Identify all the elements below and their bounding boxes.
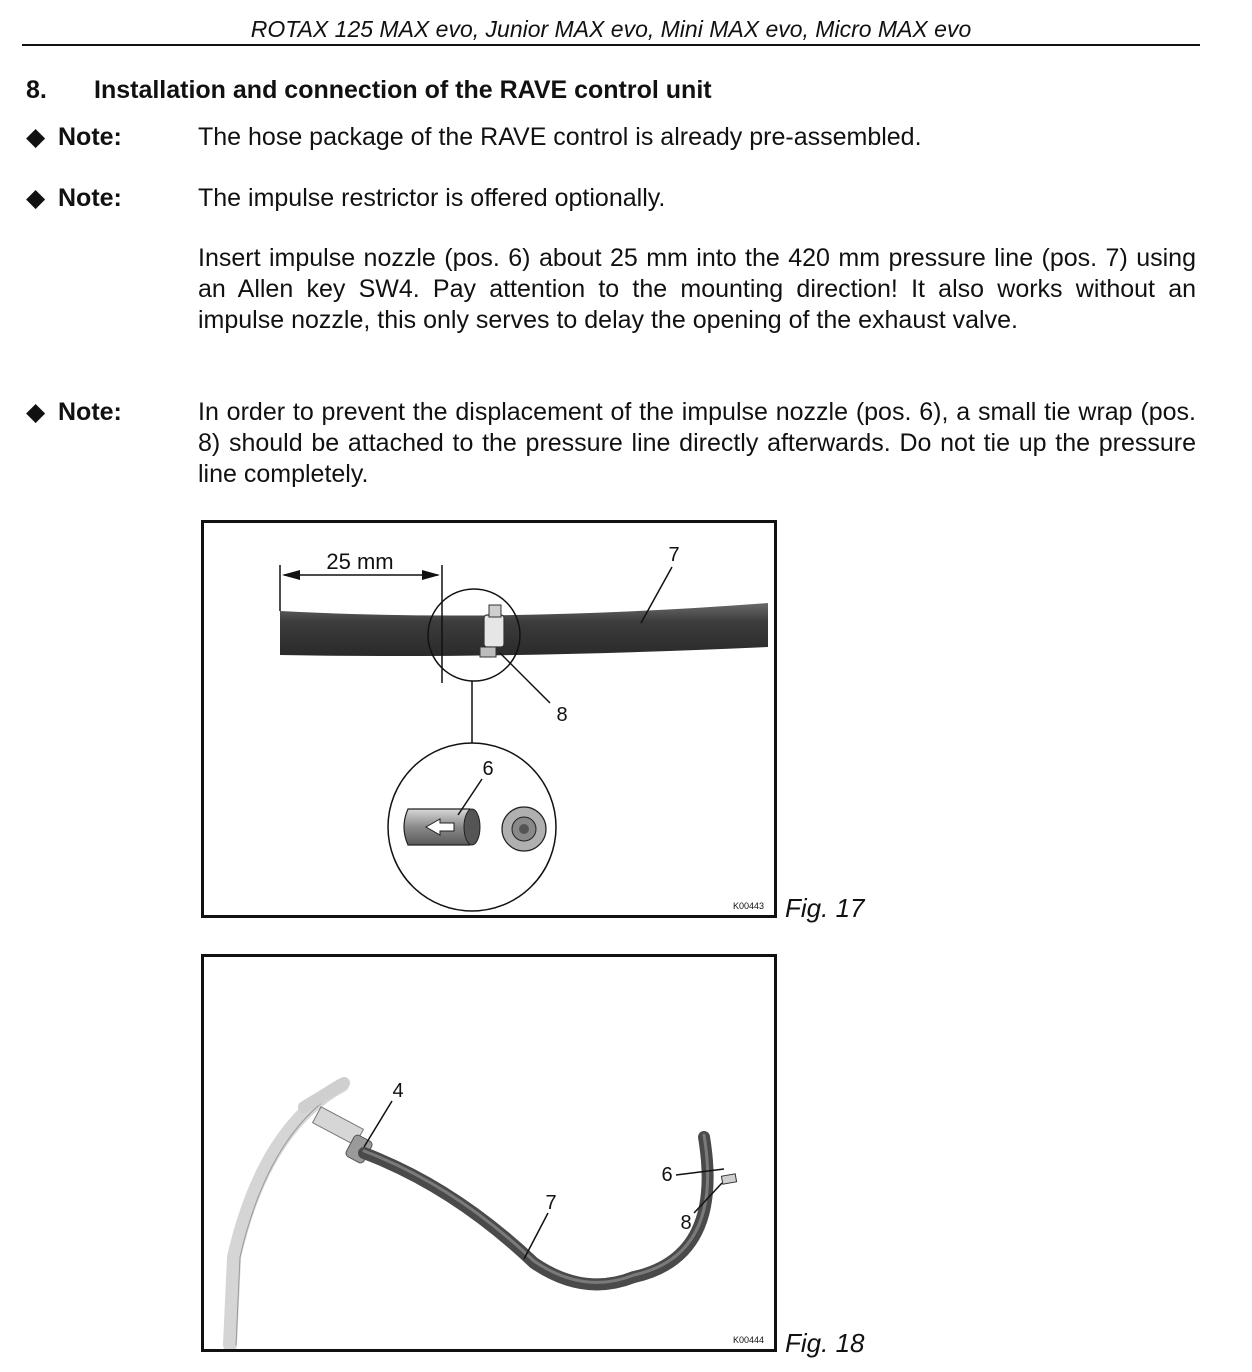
- callout-8: 8: [680, 1212, 692, 1234]
- note-label-text: Note:: [58, 184, 122, 212]
- fig18-illustration: [204, 957, 774, 1349]
- note-label-1: [26, 122, 122, 152]
- figure-code: K00444: [732, 1335, 764, 1345]
- callout-7: 7: [545, 1192, 557, 1214]
- figure-18-caption: Fig. 18: [785, 1328, 865, 1358]
- note-text-3: In order to prevent the displacement of the impulse nozzle (pos. 6), a small tie wrap (pos. 8) should be attached to the pressure line directly afterwards. Do not tie up the pressure line completely.: [198, 398, 1196, 488]
- callout-6: 6: [661, 1164, 673, 1186]
- note-text-2: The impulse restrictor is offered optionally.: [198, 184, 666, 212]
- header-title: ROTAX 125 MAX evo, Junior MAX evo, Mini MAX evo, Micro MAX evo: [250, 16, 972, 42]
- callout-4: 4: [392, 1080, 404, 1102]
- note-label-2: [26, 183, 122, 213]
- insert-paragraph: Insert impulse nozzle (pos. 6) about 25 mm into the 420 mm pressure line (pos. 7) using an Allen key SW4. Pay attention to the mounting direction! It also works without an impulse nozzle, this only serves to delay the opening of the exhaust valve.: [198, 244, 1196, 334]
- figure-17-caption: Fig. 17: [785, 893, 865, 923]
- note-label-text: Note:: [58, 398, 122, 426]
- note-text-1: The hose package of the RAVE control is already pre-assembled.: [198, 123, 922, 151]
- figure-17: [201, 520, 777, 918]
- figure-code: K00443: [732, 901, 764, 911]
- dimension-label: 25 mm: [326, 549, 394, 574]
- diamond-icon: ◆: [26, 123, 46, 151]
- figure-18: [201, 954, 777, 1352]
- page-header: [22, 14, 1200, 46]
- callout-7: 7: [668, 544, 680, 566]
- note-label-3: [26, 397, 122, 427]
- callout-8: 8: [556, 704, 568, 726]
- section-heading: [26, 76, 712, 105]
- note-label-text: Note:: [58, 123, 122, 151]
- diamond-icon: ◆: [26, 398, 46, 426]
- callout-6: 6: [482, 758, 494, 780]
- section-title: Installation and connection of the RAVE control unit: [94, 76, 712, 104]
- diamond-icon: ◆: [26, 184, 46, 212]
- pressure-line: [280, 603, 768, 656]
- fig17-illustration: [204, 523, 774, 915]
- section-number: 8.: [26, 76, 47, 104]
